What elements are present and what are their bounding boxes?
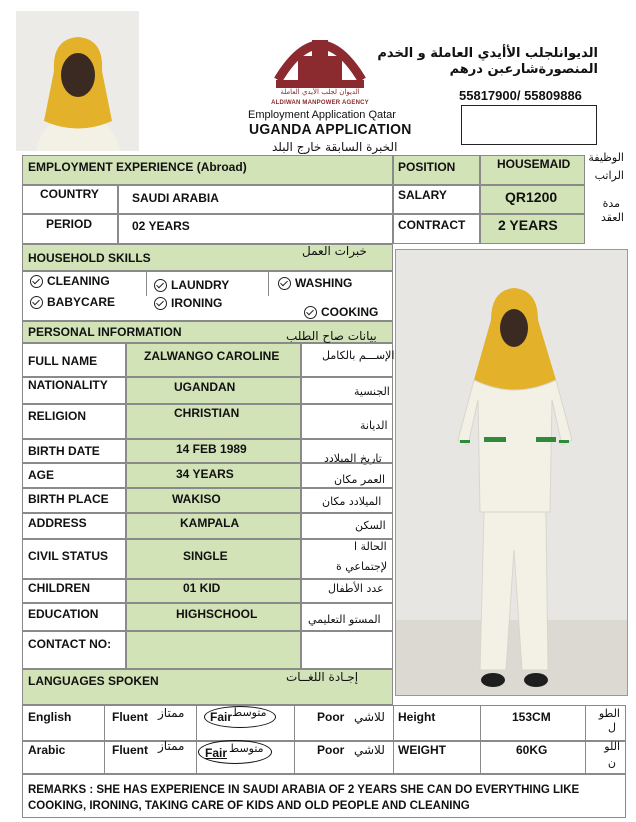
lang-col-6	[585, 705, 586, 774]
salary-value: QR1200	[505, 189, 558, 205]
contact-ar-cell	[301, 631, 393, 669]
civil-ar-1: الحالة ا	[354, 540, 387, 553]
company-name-ar: الديوانلجلب الأأيدي العاملة و الخدم	[377, 46, 598, 61]
children-ar: عدد الأطفال	[328, 582, 384, 595]
country-value: SAUDI ARABIA	[132, 191, 219, 205]
portrait-photo	[16, 11, 139, 151]
company-logo	[268, 18, 372, 114]
company-address-ar: المنصورةشارعبن درهم	[449, 62, 598, 77]
height-label: Height	[398, 710, 436, 724]
english-poor-ar: للاشي	[354, 710, 385, 724]
civil-ar-2: لإجتماعي ة	[336, 560, 388, 573]
lang-english: English	[28, 710, 72, 724]
position-value: HOUSEMAID	[497, 157, 571, 171]
age-ar: العمر مكان	[334, 473, 386, 486]
skill-washing	[278, 276, 352, 290]
skill-cooking	[304, 305, 378, 319]
position-ar: الوظيفة	[588, 151, 624, 164]
check-icon	[154, 279, 167, 292]
phone-number: 55817900/ 55809886	[459, 88, 582, 103]
age-value: 34 YEARS	[176, 467, 234, 481]
education-value: HIGHSCHOOL	[176, 607, 258, 621]
birthplace-label: BIRTH PLACE	[28, 492, 109, 506]
portrait-figure	[16, 11, 139, 151]
fullname-value: ZALWANGO CAROLINE	[144, 349, 280, 363]
height-ar-2: ل	[608, 721, 616, 734]
height-ar-1: الطو	[598, 707, 620, 720]
remarks-line-1: REMARKS : SHE HAS EXPERIENCE IN SAUDI ARABIA OF 2 YEARS SHE CAN DO EVERYTHING LIKE	[28, 784, 580, 796]
skill-laundry	[154, 278, 229, 292]
skills-divider-1	[146, 271, 147, 296]
lang-col-4	[393, 705, 394, 774]
religion-ar: الديانة	[360, 419, 388, 432]
education-ar: المستو التعليمي	[308, 613, 381, 626]
address-ar: السكن	[355, 519, 386, 532]
address-label: ADDRESS	[28, 516, 87, 530]
arabic-poor: Poor	[317, 743, 345, 757]
lang-col-3	[294, 705, 295, 774]
education-label: EDUCATION	[28, 607, 99, 621]
contract-label: CONTRACT	[398, 218, 466, 232]
weight-label: WEIGHT	[398, 743, 446, 757]
skill-babycare-label: BABYCARE	[47, 295, 116, 309]
skills-heading-ar: خبرات العمل	[302, 244, 367, 258]
skill-cooking-label: COOKING	[321, 305, 379, 319]
religion-label: RELIGION	[28, 409, 87, 423]
logo-sub-ar: الديوان لجلب الأيدي العاملة	[280, 88, 360, 96]
skill-cleaning-label: CLEANING	[47, 274, 110, 288]
height-value: 153CM	[512, 710, 551, 724]
salary-label: SALARY	[398, 188, 447, 202]
english-fair: Fair	[210, 710, 233, 724]
languages-heading: LANGUAGES SPOKEN	[28, 674, 159, 688]
header-title: UGANDA APPLICATION	[249, 121, 412, 138]
lang-col-1	[104, 705, 105, 774]
header-subtitle: Employment Application Qatar	[248, 109, 396, 121]
nationality-ar: الجنسية	[354, 385, 390, 398]
header-ar-experience: الخبرة السابقة خارج البلد	[272, 140, 398, 154]
skill-ironing	[154, 296, 222, 310]
contact-label: CONTACT NO:	[28, 637, 112, 651]
birthdate-value: 14 FEB 1989	[176, 442, 247, 456]
check-icon	[304, 306, 317, 319]
contract-ar-1: مدة	[602, 197, 620, 210]
arabic-fair-ar: متوسط	[229, 742, 264, 755]
skill-ironing-label: IRONING	[171, 296, 223, 310]
remarks-line-2: COOKING, IRONING, TAKING CARE OF KIDS AND OLD PEOPLE AND CLEANING	[28, 800, 470, 812]
english-fair-ar: متوسط	[232, 706, 267, 719]
children-value: 01 KID	[183, 581, 221, 595]
check-icon	[30, 275, 43, 288]
country-label: COUNTRY	[40, 187, 99, 201]
english-poor: Poor	[317, 710, 345, 724]
weight-ar-2: ن	[607, 756, 616, 769]
skill-cleaning	[30, 274, 110, 288]
personal-heading-ar: بيانات صاح الطلب	[286, 329, 377, 343]
fullname-label: FULL NAME	[28, 354, 98, 368]
address-value: KAMPALA	[180, 516, 240, 530]
civil-value: SINGLE	[183, 549, 228, 563]
skill-babycare	[30, 295, 115, 309]
civil-label: CIVIL STATUS	[28, 549, 109, 563]
check-icon	[154, 297, 167, 310]
contract-value: 2 YEARS	[498, 217, 558, 233]
position-label: POSITION	[398, 160, 456, 174]
ref-box	[461, 105, 597, 145]
birthdate-label: BIRTH DATE	[28, 444, 100, 458]
languages-heading-ar: إجـادة اللغــات	[286, 670, 359, 684]
contact-value-cell	[126, 631, 301, 669]
employment-heading: EMPLOYMENT EXPERIENCE (Abroad)	[28, 160, 247, 174]
religion-value: CHRISTIAN	[174, 406, 240, 420]
full-body-photo	[395, 249, 628, 696]
personal-heading: PERSONAL INFORMATION	[28, 325, 182, 339]
skills-divider-2	[268, 271, 269, 296]
skills-heading: HOUSEHOLD SKILLS	[28, 251, 151, 265]
period-value: 02 YEARS	[132, 219, 190, 233]
full-body-figure	[396, 250, 627, 695]
check-icon	[30, 296, 43, 309]
check-icon	[278, 277, 291, 290]
fullname-ar: الإســـم بالكامل	[322, 349, 395, 362]
age-label: AGE	[28, 468, 55, 482]
weight-ar-1: اللو	[604, 740, 620, 753]
arabic-poor-ar: للاشي	[354, 743, 385, 757]
birthdate-ar: تاريخ الميلادد	[324, 452, 382, 465]
birthplace-value: WAKISO	[172, 492, 221, 506]
lang-col-5	[480, 705, 481, 774]
skill-laundry-label: LAUNDRY	[171, 278, 230, 292]
english-fluent: Fluent	[112, 710, 148, 724]
arabic-fair: Fair	[205, 746, 228, 760]
salary-ar: الراتب	[594, 169, 624, 182]
lang-arabic: Arabic	[28, 743, 66, 757]
arabic-fluent-ar: ممتاز	[158, 739, 185, 753]
birthplace-ar: الميلادد مكان	[322, 495, 382, 508]
weight-value: 60KG	[516, 743, 548, 757]
nationality-label: NATIONALITY	[28, 378, 108, 392]
nationality-value: UGANDAN	[174, 380, 236, 394]
lang-col-2	[196, 705, 197, 774]
children-label: CHILDREN	[28, 581, 90, 595]
logo-sub-en: ALDIWAN MANPOWER AGENCY	[271, 100, 369, 106]
skill-washing-label: WASHING	[295, 276, 353, 290]
contract-ar-2: العقد	[600, 211, 624, 224]
period-label: PERIOD	[46, 217, 93, 231]
arabic-fluent: Fluent	[112, 743, 148, 757]
english-fluent-ar: ممتاز	[158, 706, 185, 720]
